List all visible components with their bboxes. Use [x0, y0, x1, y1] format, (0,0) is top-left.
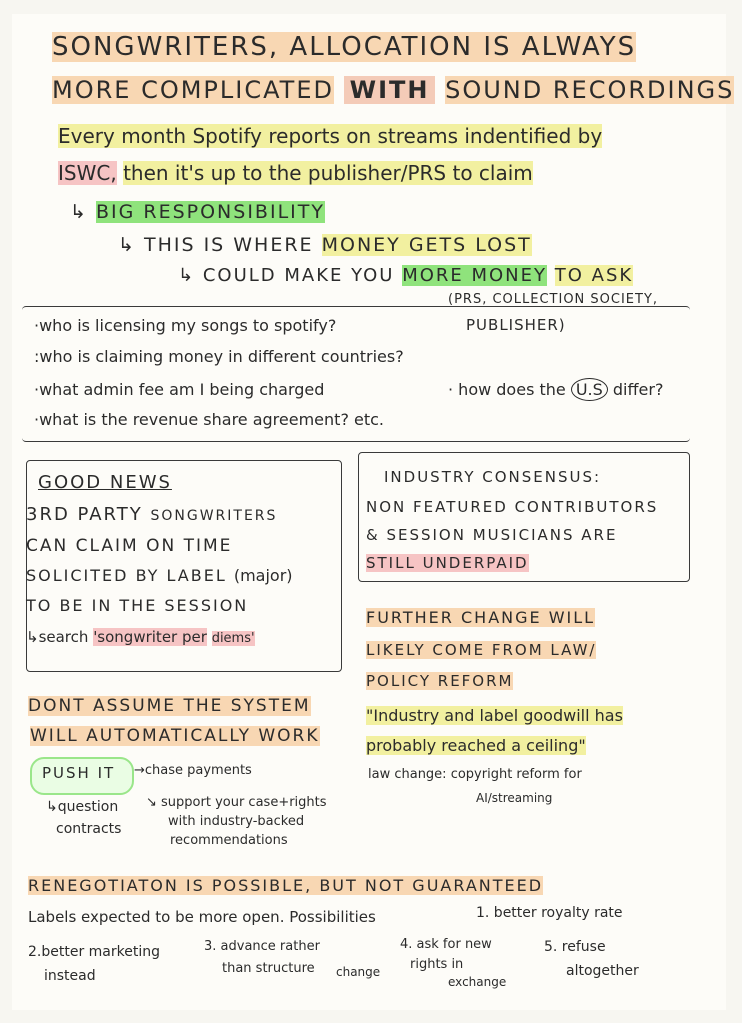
- arrow-icon: ↳: [118, 234, 136, 256]
- reneg-p5b: altogether: [566, 963, 639, 979]
- title-line-1-text: SONGWRITERS, ALLOCATION IS ALWAYS: [52, 32, 637, 62]
- good-news-line-5b: 'songwriter per: [93, 628, 207, 646]
- good-news-line-1a: 3RD PARTY: [26, 504, 143, 525]
- reneg-heading: [28, 878, 543, 894]
- question-1: ·who is licensing my songs to spotify?: [34, 316, 337, 335]
- reneg-p2b: instead: [44, 968, 96, 984]
- further-law-1: law change: copyright reform for: [368, 767, 582, 782]
- reneg-p3c: change: [336, 965, 381, 979]
- chain-item-3a: COULD MAKE YOU: [202, 265, 395, 286]
- reneg-p1: 1. better royalty rate: [476, 905, 623, 921]
- intro-line-2-text: then it's up to the publisher/PRS to claim: [123, 161, 533, 185]
- question-contracts-2: contracts: [56, 821, 122, 837]
- arrow-icon: ↳: [70, 201, 88, 223]
- chain-item-2a: THIS IS WHERE: [143, 234, 314, 256]
- question-3: ·what admin fee am I being charged: [34, 380, 325, 399]
- further-line-3-text: POLICY REFORM: [366, 672, 514, 690]
- support-line-2: with industry-backed: [168, 814, 305, 829]
- reneg-p3a: 3. advance rather: [204, 939, 320, 954]
- support-line-1: ↘ support your case+rights: [146, 795, 327, 810]
- chain-item-3c: TO ASK: [554, 265, 634, 286]
- further-line-2: [366, 643, 596, 658]
- good-news-line-5a: ↳search: [26, 628, 89, 646]
- further-law-2: AI/streaming: [476, 791, 553, 805]
- consensus-line-3: & SESSION MUSICIANS ARE: [366, 526, 618, 544]
- good-news-line-1b: SONGWRITERS: [150, 508, 278, 524]
- further-line-2-text: LIKELY COME FROM LAW/: [366, 641, 597, 659]
- title-line-2c: SOUND RECORDINGS: [445, 76, 735, 104]
- good-news-line-2: CAN CLAIM ON TIME: [26, 536, 233, 556]
- question-contracts-1: ↳question: [46, 799, 119, 815]
- good-news-line-4: TO BE IN THE SESSION: [26, 596, 249, 615]
- consensus-line-4: [366, 556, 529, 571]
- title-line-2a: MORE COMPLICATED: [52, 76, 334, 104]
- assume-line-1-text: DONT ASSUME THE SYSTEM: [28, 696, 311, 716]
- good-news-line-5: [26, 630, 255, 645]
- reneg-line-1: Labels expected to be more open. Possibilities: [28, 908, 376, 926]
- assume-line-1: [28, 698, 311, 715]
- question-4: ·what is the revenue share agreement? etc.: [34, 410, 385, 429]
- further-quote-2: [366, 738, 586, 754]
- us-circle: U.S: [571, 378, 608, 401]
- reneg-p4a: 4. ask for new: [400, 937, 492, 952]
- reneg-p4c: exchange: [448, 975, 507, 989]
- further-quote-1-text: "Industry and label goodwill has: [366, 706, 623, 725]
- reneg-p5a: 5. refuse: [544, 939, 606, 955]
- chain-item-2: [118, 236, 532, 255]
- arrow-icon: ↳: [178, 265, 196, 286]
- chain-item-1-text: BIG RESPONSIBILITY: [95, 201, 325, 223]
- title-line-2: [52, 78, 734, 102]
- further-line-1: [366, 610, 595, 626]
- title-with: WITH: [344, 76, 436, 104]
- reneg-p3b: than structure: [222, 961, 315, 976]
- intro-iswc: ISWC,: [58, 161, 117, 185]
- intro-line-1: [58, 126, 602, 146]
- chain-item-1: [70, 203, 325, 222]
- further-line-3: [366, 674, 513, 689]
- reneg-p4b: rights in: [410, 957, 464, 972]
- good-news-line-3: [26, 568, 293, 584]
- further-quote-2-text: probably reached a ceiling": [366, 736, 586, 755]
- question-us: [448, 382, 663, 398]
- intro-line-1-text: Every month Spotify reports on streams indentified by: [58, 124, 603, 148]
- support-line-3: recommendations: [170, 833, 288, 848]
- question-us-pre: · how does the: [448, 380, 566, 399]
- consensus-line-2: NON FEATURED CONTRIBUTORS: [366, 498, 659, 516]
- question-2: :who is claiming money in different countries?: [34, 347, 404, 366]
- chain-note-2: PUBLISHER): [466, 316, 566, 334]
- chain-item-2b: MONEY GETS LOST: [321, 234, 532, 256]
- consensus-line-4-text: STILL UNDERPAID: [366, 554, 529, 572]
- question-us-post: differ?: [612, 380, 664, 399]
- further-quote-1: [366, 708, 623, 724]
- good-news-line-3a: SOLICITED BY LABEL: [26, 566, 227, 585]
- intro-line-2: [58, 163, 533, 183]
- push-it: PUSH IT: [42, 764, 116, 782]
- chain-item-3b: MORE MONEY: [402, 265, 548, 286]
- further-line-1-text: FURTHER CHANGE WILL: [366, 608, 596, 627]
- consensus-line-1: INDUSTRY CONSENSUS:: [384, 468, 602, 486]
- good-news-line-3b: (major): [233, 566, 293, 585]
- title-line-1: [52, 34, 636, 60]
- assume-line-2: [30, 728, 320, 745]
- chase-payments: →chase payments: [134, 763, 252, 778]
- assume-line-2-text: WILL AUTOMATICALLY WORK: [30, 726, 320, 746]
- good-news-heading: GOOD NEWS: [38, 472, 172, 493]
- chain-item-3: [178, 267, 633, 285]
- good-news-line-1: [26, 506, 277, 524]
- good-news-line-5c: diems': [211, 631, 255, 646]
- reneg-heading-text: RENEGOTIATON IS POSSIBLE, BUT NOT GUARANTEED: [28, 876, 544, 895]
- chain-note-1: (PRS, COLLECTION SOCIETY,: [448, 292, 659, 307]
- reneg-p2a: 2.better marketing: [28, 944, 160, 960]
